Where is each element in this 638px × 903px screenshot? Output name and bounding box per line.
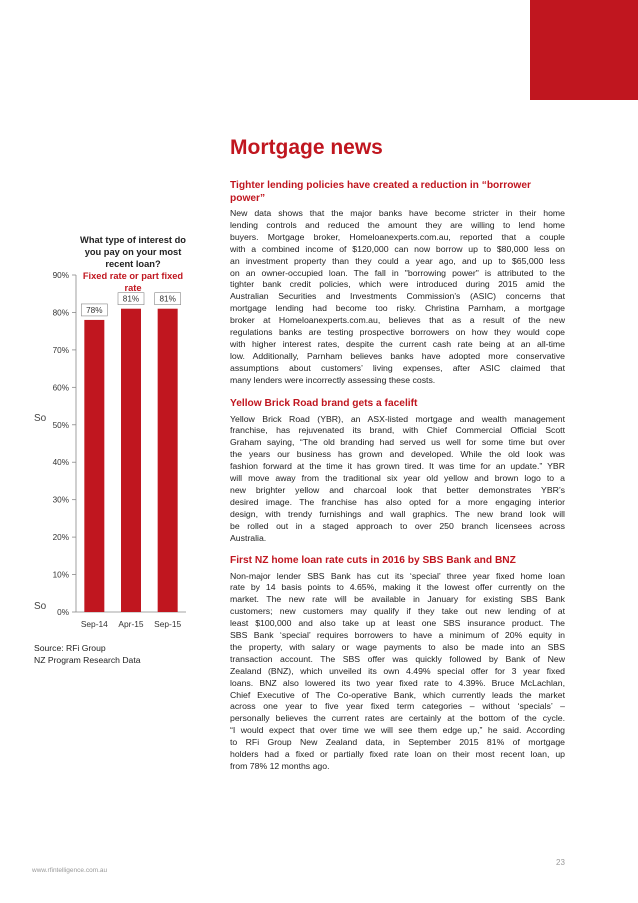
body-line: the years our business has grown and developed. While the old look was — [230, 449, 565, 460]
body-line: desired image. The franchise has also opted for a more engaging interior — [230, 496, 565, 507]
article-nz-rate-cuts — [230, 555, 565, 773]
body-line: loans. BNZ also lowered its two year fixed rate to 4.39%. Bruce McLachlan, — [230, 677, 565, 688]
body-line: rate by 14 basis points to 4.65%, making it the lowest offer currently on the — [230, 582, 565, 593]
body-line: mortgage lending had become too risky. Christina Parnham, a mortgage — [230, 303, 565, 314]
article-heading — [230, 180, 565, 205]
body-line: an investment property than they could a year ago, and up to $65,000 less — [230, 255, 565, 266]
body-line: market. The new rate will be available in January for existing SBS Bank — [230, 594, 565, 605]
body-line: New data shows that the major banks have become stricter in their home — [230, 208, 565, 218]
body-line: regulations banks are testing prospective borrowers on how they would cope — [230, 327, 565, 338]
bar — [158, 309, 178, 612]
article-yellow-brick-road — [230, 398, 565, 544]
bar — [84, 320, 104, 612]
body-line: holders had a fixed or partially fixed rate loan on their most recent loan, up — [230, 749, 565, 760]
body-line: design, with trendy furnishings and wall graphics. The new brand look will — [230, 508, 565, 519]
body-line: Yellow Brick Road (YBR), an ASX-listed mortgage and wealth management — [230, 413, 565, 424]
y-tick-label: 50% — [52, 420, 69, 430]
chart-title-line: you pay on your most — [84, 247, 182, 257]
body-line: Graham saying, “The old branding had served us well for some time but over — [230, 437, 565, 448]
body-line: Non-major lender SBS Bank has cut its ‘special’ three year fixed home loan — [230, 570, 565, 581]
body-line: Australian Securities and Investments Commission’s (ASIC) concerns that — [230, 291, 565, 302]
data-label: 81% — [122, 294, 140, 304]
body-line: “I would expect that over time we will see them edge up,” he said. According — [230, 725, 565, 736]
article-heading — [230, 555, 565, 568]
chart-subtitle-line: rate — [124, 283, 142, 293]
chart-title-line: recent loan? — [105, 259, 161, 269]
chart-title-line: What type of interest do — [80, 235, 186, 245]
body-line: on an owner-occupied loan. The fall in "borrowing power" is attributed to the — [230, 267, 565, 278]
body-line: with higher interest rates, despite the current cash rate being at an all-time — [230, 338, 565, 349]
body-line: customers; new customers may qualify if they take out new lending of at — [230, 606, 565, 617]
body-line: least $100,000 and also take up at least one SBS insurance product. The — [230, 618, 565, 629]
body-line: SBS Bank ‘special’ requires borrowers to have a minimum of 20% equity in — [230, 630, 565, 641]
heading-line: Tighter lending policies have created a reduction in “borrower — [230, 180, 531, 191]
y-tick-label: 60% — [52, 383, 69, 393]
body-line: tighter bank credit policies, which were introduced during 2015 amid the — [230, 279, 565, 290]
body-line: personally believes the current rates are certainly at the bottom of the cycle. — [230, 713, 565, 724]
body-line: Chief Executive of The Co-operative Bank, which currently leads the market — [230, 689, 565, 700]
y-tick-label: 20% — [52, 533, 69, 543]
body-line: from 78% 12 months ago. — [230, 761, 330, 771]
body-line: will move away from the traditional six year old yellow and brown logo to a — [230, 473, 565, 484]
body-line: lending controls and reduced the amount they are willing to lend home — [230, 219, 565, 230]
body-line: with a combined income of $120,000 can now borrow up to $80,000 less on — [230, 243, 565, 254]
article-body — [230, 571, 565, 773]
body-line: franchise, has rejuvenated its brand, with Chief Commercial Official Scott — [230, 425, 565, 436]
body-line: assumptions about customers’ living expenses, after ASIC claimed that — [230, 362, 565, 373]
body-line: Zealand (BNZ), which unveiled its own 4.49% special offer for 3 year fixed — [230, 665, 565, 676]
chart-source — [34, 643, 141, 666]
body-line: low. Additionally, Parnham believes banks have adopted more conservative — [230, 350, 565, 361]
heading-line: Yellow Brick Road brand gets a facelift — [230, 398, 418, 409]
article-tighter-lending — [230, 180, 565, 387]
body-line: be rolled out in a staged approach to over 250 branch licensees across — [230, 520, 565, 531]
body-line: fashion forward at the time it has grown tired. It was time for an update.” YBR — [230, 461, 565, 472]
heading-line: First NZ home loan rate cuts in 2016 by SBS Bank and BNZ — [230, 555, 516, 566]
data-label: 81% — [159, 294, 176, 304]
body-line: many lenders were incorrectly assessing these costs. — [230, 374, 436, 385]
body-line: buyers. Mortgage broker, Homeloanexperts.com.au, reported that a couple — [230, 231, 565, 242]
y-tick-label: 0% — [57, 608, 69, 617]
source-line: NZ Program Research Data — [34, 654, 141, 665]
data-label: 78% — [86, 305, 103, 315]
heading-line: power” — [230, 192, 266, 204]
y-tick-label: 70% — [52, 345, 69, 355]
article-body — [230, 208, 565, 387]
source-line: Source: RFi Group — [34, 643, 106, 653]
article-heading — [230, 398, 565, 411]
bar — [121, 309, 141, 612]
cropped-text-fragment: So — [34, 601, 47, 612]
header-red-block — [530, 0, 638, 100]
y-tick-label: 40% — [52, 458, 69, 468]
body-line: Australia. — [230, 532, 267, 543]
body-line: the property, with salary or wage payments to also be made into an SBS — [230, 641, 565, 652]
body-line: across one year to five year fixed term categories – without ‘specials’ – — [230, 701, 565, 712]
x-tick-label: Sep-14 — [80, 619, 108, 629]
y-tick-label: 10% — [52, 570, 69, 580]
page-title: Mortgage news — [230, 136, 383, 159]
page-number: 23 — [556, 858, 565, 867]
chart-subtitle-line: Fixed rate or part fixed — [82, 271, 184, 281]
bar-chart — [0, 260, 220, 640]
body-line: transaction account. The SBS offer was quickly followed by Bank of New — [230, 653, 565, 664]
x-tick-label: Sep-15 — [154, 619, 182, 629]
body-line: new brighter yellow and charcoal look that better demonstrates YBR’s — [230, 484, 565, 495]
article-body — [230, 414, 565, 545]
y-tick-label: 30% — [52, 495, 69, 505]
body-line: to RFi Group New Zealand data, in September 2015 81% of mortgage — [230, 737, 565, 748]
y-tick-label: 80% — [52, 308, 69, 318]
cropped-text-fragment: So — [34, 413, 47, 424]
x-tick-label: Apr-15 — [118, 619, 144, 629]
footer-url[interactable]: www.rfintelligence.com.au — [32, 867, 108, 874]
y-tick-label: 90% — [52, 271, 69, 280]
body-line: broker at Homeloanexperts.com.au, believes that as a result of the new — [230, 315, 565, 326]
